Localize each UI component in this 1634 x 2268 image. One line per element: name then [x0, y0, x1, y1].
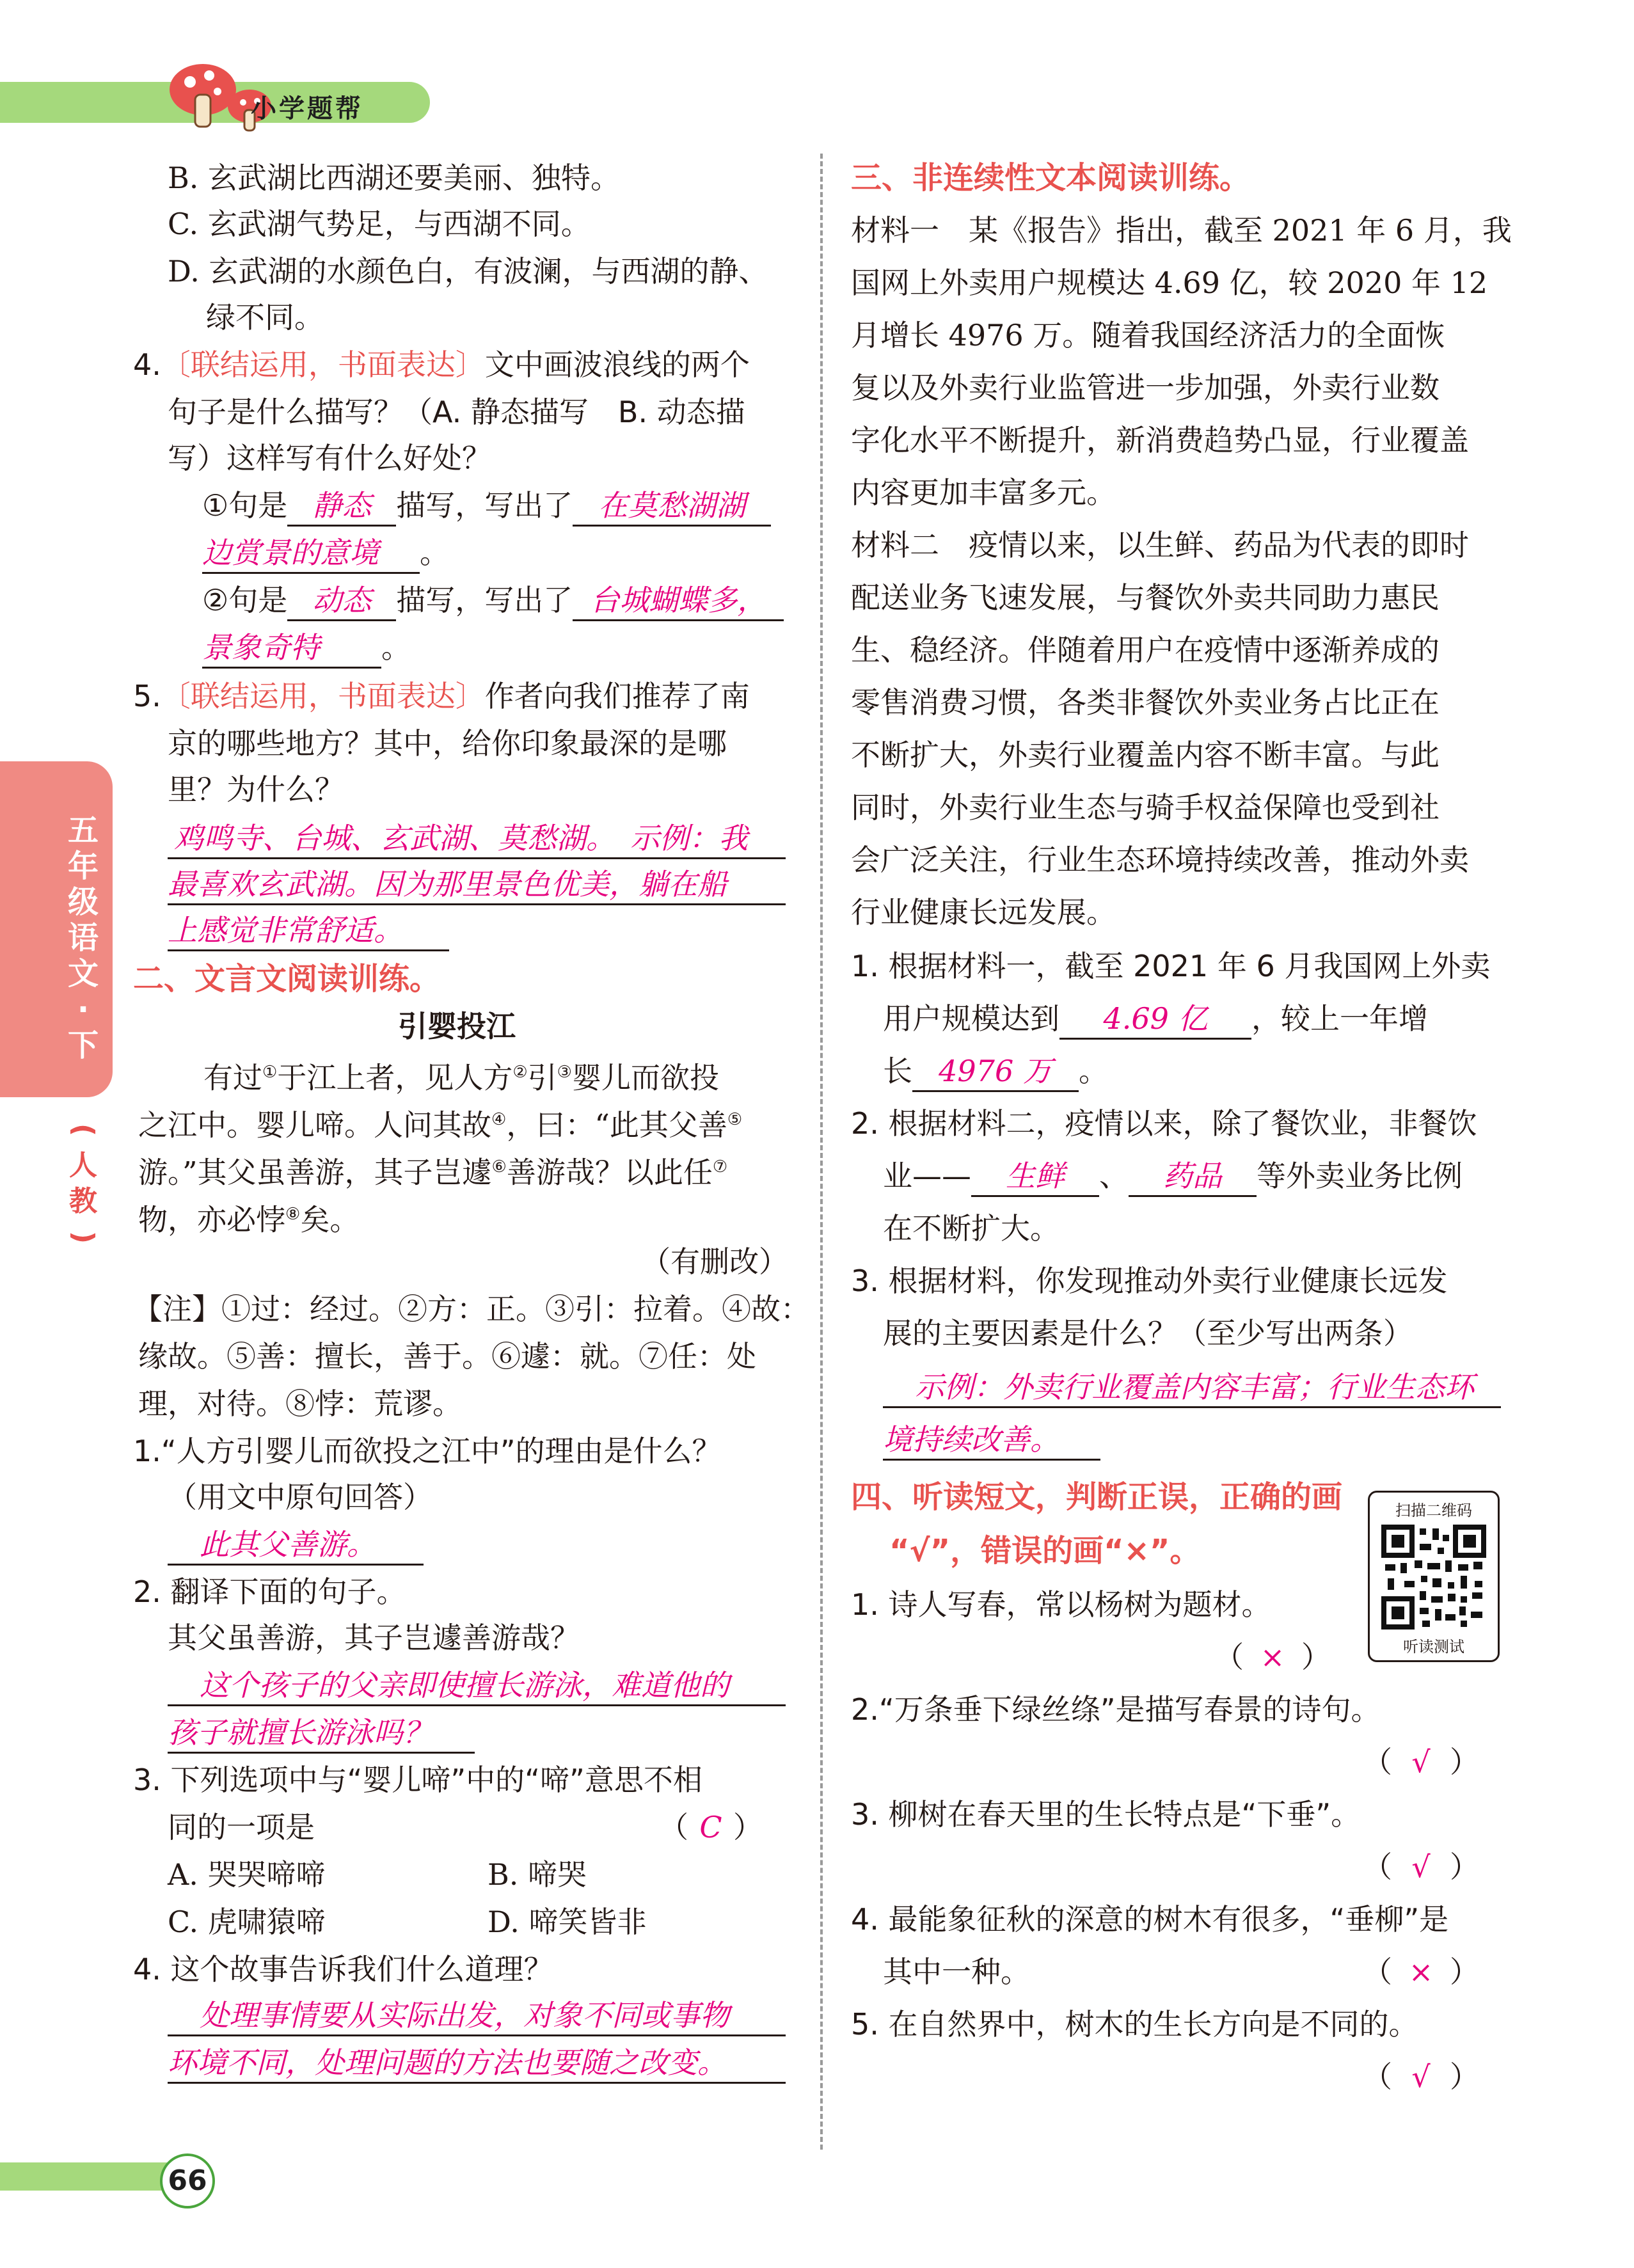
tf-5-answer	[1363, 2058, 1479, 2096]
q5-answer-3: 上感觉非常舒适。	[168, 911, 449, 951]
cl1-s2: ②	[512, 1063, 528, 1082]
q4-answer-2-line2	[202, 628, 411, 669]
tf-2-paren-right: ）	[1450, 1745, 1479, 1779]
tf-5-text: 5. 在自然界中，树木的生长方向是不同的。	[851, 2007, 1418, 2042]
notes-line-1: 【注】①过：经过。②方：正。③引：拉着。④故：	[133, 1292, 810, 1326]
q4-2-answer-effect-1: 台城蝴蝶多，	[573, 581, 784, 621]
c4-answer-2: 环境不同，处理问题的方法也要随之改变。	[168, 2043, 786, 2084]
tf-3-paren-left: （	[1363, 1850, 1392, 1884]
cl3-a: 游。”其父虽善游，其子岂遽	[138, 1155, 492, 1190]
q4-1-prefix: ①句是	[202, 488, 288, 523]
material-1-line-4: 复以及外卖行业监管进一步加强，外卖行业数	[851, 370, 1440, 405]
tf-4-paren-right: ）	[1450, 1955, 1479, 1989]
cl1-c: 引	[527, 1060, 557, 1095]
q4-answer-1-line2	[202, 534, 449, 574]
cl2-s4: ④	[491, 1110, 507, 1129]
q5-text-2: 京的哪些地方？其中，给你印象最深的是哪	[168, 726, 727, 761]
r2-text-2a: 业——	[883, 1159, 971, 1193]
cl4-b: 矣。	[300, 1202, 360, 1237]
r2-text-2	[883, 1157, 1463, 1197]
q4-1-end: 。	[420, 535, 449, 570]
tf-4-answer	[1363, 1953, 1479, 1991]
c2-answer-2: 孩子就擅长游泳吗？	[168, 1713, 475, 1754]
section-4-title-2: “√”，错误的画“×”。	[889, 1533, 1201, 1569]
material-2-line-6: 同时，外卖行业生态与骑手权益保障也受到社	[851, 790, 1440, 825]
c3-option-d: D. 啼笑皆非	[488, 1905, 647, 1939]
cl3-s6: ⑥	[491, 1157, 507, 1177]
tf-5-paren-right: ）	[1450, 2059, 1479, 2094]
q4-2-end: 。	[381, 630, 411, 665]
q5-text-1: 作者向我们推荐了南	[484, 679, 750, 713]
c4-text: 4. 这个故事告诉我们什么道理？	[133, 1952, 553, 1986]
material-1-line-6: 内容更加丰富多元。	[851, 475, 1116, 510]
cl1-s3: ③	[557, 1063, 572, 1082]
tf-1-text: 1. 诗人写春，常以杨树为题材。	[851, 1587, 1271, 1622]
qr-code-panel[interactable]	[1368, 1491, 1500, 1662]
material-2-line-1: 材料二 疫情以来，以生鲜、药品为代表的即时	[851, 528, 1469, 562]
column-divider	[820, 154, 823, 2150]
cl2-a: 之江中。婴儿啼。人问其故	[138, 1107, 491, 1143]
material-1-line-3: 月增长 4976 万。随着我国经济活力的全面恢	[851, 318, 1445, 353]
classical-line-4	[138, 1195, 359, 1239]
q4-2-answer-type: 动态	[287, 581, 396, 621]
q4-number: 4.	[133, 347, 161, 382]
q5-number: 5.	[133, 679, 161, 713]
r2-answer-1: 生鲜	[971, 1157, 1099, 1197]
r1-answer-2: 4976 万	[912, 1052, 1079, 1092]
tf-5-paren-left: （	[1363, 2059, 1392, 2094]
q4-2-mid: 描写，写出了	[396, 583, 573, 617]
c3-paren-left: （	[659, 1810, 688, 1844]
q3-option-d-line2: 绿不同。	[206, 300, 324, 335]
tf-3-paren-right: ）	[1450, 1850, 1479, 1884]
classical-source: （有删改）	[641, 1244, 788, 1279]
r2-answer-2: 药品	[1129, 1157, 1257, 1197]
tf-1-paren-left: （	[1214, 1640, 1244, 1674]
tf-3-answer	[1363, 1848, 1479, 1886]
header-title: 小学题帮	[251, 94, 363, 123]
r1-text-3	[883, 1052, 1108, 1092]
material-2-line-8: 行业健康长远发展。	[851, 895, 1116, 930]
c3-option-c: C. 虎啸猿啼	[168, 1905, 326, 1939]
tf-1-paren-right: ）	[1301, 1640, 1331, 1674]
cl4-s8: ⑧	[285, 1205, 301, 1224]
question-4	[133, 345, 750, 384]
tf-3-mark: √	[1411, 1850, 1431, 1884]
tf-5-mark: √	[1411, 2059, 1431, 2094]
q4-answer-1	[202, 486, 771, 527]
classical-title: 引婴投江	[398, 1009, 516, 1043]
q3-option-b: B. 玄武湖比西湖还要美丽、独特。	[168, 161, 621, 195]
material-2-line-3: 生、稳经济。伴随着用户在疫情中逐渐养成的	[851, 633, 1440, 667]
notes-line-3: 理，对待。⑧悖：荒谬。	[138, 1386, 462, 1421]
tf-2-text: 2.“万条垂下绿丝绦”是描写春景的诗句。	[851, 1692, 1381, 1727]
r2-text-2b: 、	[1099, 1159, 1129, 1193]
cl4-a: 物，亦必悖	[138, 1202, 285, 1237]
page-number: 66	[160, 2153, 215, 2209]
q4-text-1: 文中画波浪线的两个	[484, 347, 750, 382]
r3-answer-1: 示例：外卖行业覆盖内容丰富；行业生态环	[883, 1368, 1501, 1408]
r1-text-3b: 。	[1079, 1054, 1108, 1088]
edition-label: ( 人教 )	[63, 1112, 104, 1255]
r1-text-1: 1. 根据材料一，截至 2021 年 6 月我国网上外卖	[851, 949, 1491, 983]
notes-line-2: 缘故。⑤善：擅长，善于。⑥遽：就。⑦任：处	[138, 1339, 756, 1374]
q4-1-answer-effect-2: 边赏景的意境	[202, 534, 420, 574]
c3-text-2: 同的一项是	[168, 1810, 315, 1844]
r1-text-2a: 用户规模达到	[883, 1001, 1059, 1036]
q4-text-3: 写）这样写有什么好处？	[168, 441, 491, 475]
material-2-line-7: 会广泛关注，行业生态环境持续改善，推动外卖	[851, 843, 1469, 877]
cl1-a: 有过	[203, 1060, 262, 1095]
material-2-line-2: 配送业务飞速发展，与餐饮外卖共同助力惠民	[851, 580, 1440, 615]
q3-option-c: C. 玄武湖气势足，与西湖不同。	[168, 207, 591, 241]
r3-text-2: 展的主要因素是什么？（至少写出两条）	[883, 1316, 1413, 1351]
tf-2-paren-left: （	[1363, 1745, 1392, 1779]
material-2-line-5: 不断扩大，外卖行业覆盖内容不断丰富。与此	[851, 738, 1440, 772]
q5-answer-1: 鸡鸣寺、台城、玄武湖、莫愁湖。 示例：我	[168, 819, 786, 859]
question-5	[133, 677, 750, 715]
tf-4-text-2: 其中一种。	[883, 1955, 1030, 1989]
r3-text-1: 3. 根据材料，你发现推动外卖行业健康长远发	[851, 1264, 1448, 1298]
qr-listen-label: 听读测试	[1403, 1638, 1464, 1656]
q3-option-d-line1: D. 玄武湖的水颜色白，有波澜，与西湖的静、	[168, 254, 768, 289]
edition-text: 人教	[69, 1149, 97, 1217]
q5-tag: 〔联结运用，书面表达〕	[161, 679, 485, 713]
grade-label: 五年级语文·下	[67, 813, 99, 1063]
tf-1-answer	[1214, 1638, 1331, 1676]
section-2-title: 二、文言文阅读训练。	[133, 961, 441, 997]
q5-answer-2: 最喜欢玄武湖。因为那里景色优美，躺在船	[168, 865, 786, 905]
c3-paren-right: ）	[733, 1810, 763, 1844]
c2-answer-1: 这个孩子的父亲即使擅长游泳，难道他的	[168, 1666, 786, 1706]
qr-scan-label: 扫描二维码	[1395, 1502, 1472, 1519]
classical-line-1	[203, 1053, 719, 1097]
c3-answer-box	[659, 1808, 763, 1846]
q4-1-answer-effect-1: 在莫愁湖湖	[573, 486, 771, 527]
q4-text-2: 句子是什么描写？（A. 静态描写 B. 动态描	[168, 395, 745, 429]
r2-text-3: 在不断扩大。	[883, 1211, 1059, 1246]
tf-4-paren-left: （	[1363, 1955, 1392, 1989]
q4-answer-2	[202, 581, 784, 621]
section-4-title-1: 四、听读短文，判断正误，正确的画	[851, 1479, 1343, 1515]
material-1-line-1: 材料一 某《报告》指出，截至 2021 年 6 月，我	[851, 213, 1512, 248]
cl1-b: 于江上者，见人方	[277, 1060, 513, 1095]
q4-2-answer-effect-2: 景象奇特	[202, 628, 381, 669]
material-2-line-4: 零售消费习惯，各类非餐饮外卖业务占比正在	[851, 685, 1440, 720]
q5-text-3: 里？为什么？	[168, 772, 344, 807]
c3-option-b: B. 啼哭	[488, 1857, 587, 1892]
cl3-b: 善游哉？以此任	[506, 1155, 713, 1190]
c2-text-1: 2. 翻译下面的句子。	[133, 1574, 406, 1609]
q4-tag: 〔联结运用，书面表达〕	[161, 347, 485, 382]
material-1-line-2: 国网上外卖用户规模达 4.69 亿，较 2020 年 12	[851, 266, 1488, 300]
qr-code-icon	[1381, 1525, 1486, 1630]
r1-text-2	[883, 999, 1428, 1040]
tf-4-mark: ×	[1408, 1955, 1434, 1989]
c3-answer: C	[699, 1810, 722, 1844]
classical-line-2	[138, 1100, 742, 1144]
cl3-s7: ⑦	[712, 1157, 728, 1177]
r1-text-3a: 长	[883, 1054, 912, 1088]
c3-option-a: A. 哭哭啼啼	[168, 1857, 326, 1892]
section-3-title: 三、非连续性文本阅读训练。	[851, 160, 1251, 196]
tf-2-mark: √	[1411, 1745, 1431, 1779]
tf-3-text: 3. 柳树在春天里的生长特点是“下垂”。	[851, 1797, 1361, 1832]
r1-answer-1: 4.69 亿	[1059, 999, 1251, 1040]
q4-1-mid: 描写，写出了	[396, 488, 573, 523]
material-1-line-5: 字化水平不断提升，新消费趋势凸显，行业覆盖	[851, 423, 1469, 457]
c3-text-1: 3. 下列选项中与“婴儿啼”中的“啼”意思不相	[133, 1763, 702, 1797]
cl2-b: ，曰：“此其父善	[506, 1107, 727, 1143]
q4-1-answer-type: 静态	[287, 486, 396, 527]
tf-2-answer	[1363, 1743, 1479, 1781]
c1-answer: 此其父善游。	[168, 1525, 424, 1566]
r2-text-2c: 等外卖业务比例	[1257, 1159, 1463, 1193]
r2-text-1: 2. 根据材料二，疫情以来，除了餐饮业，非餐饮	[851, 1106, 1477, 1141]
cl1-s1: ①	[262, 1063, 278, 1082]
r1-text-2b: ，较上一年增	[1251, 1001, 1428, 1036]
cl2-s5: ⑤	[727, 1110, 743, 1129]
c1-text-1: 1.“人方引婴儿而欲投之江中”的理由是什么？	[133, 1434, 722, 1468]
cl1-d: 婴儿而欲投	[571, 1060, 719, 1095]
r3-answer-2: 境持续改善。	[883, 1420, 1100, 1461]
c1-text-2: （用文中原句回答）	[168, 1480, 432, 1514]
c4-answer-1: 处理事情要从实际出发，对象不同或事物	[168, 1996, 786, 2036]
c2-text-2: 其父虽善游，其子岂遽善游哉？	[168, 1621, 580, 1655]
classical-line-3	[138, 1148, 727, 1191]
q4-2-prefix: ②句是	[202, 583, 288, 617]
tf-4-text-1: 4. 最能象征秋的深意的树木有很多，“垂柳”是	[851, 1902, 1449, 1937]
tf-1-mark: ×	[1260, 1640, 1285, 1674]
